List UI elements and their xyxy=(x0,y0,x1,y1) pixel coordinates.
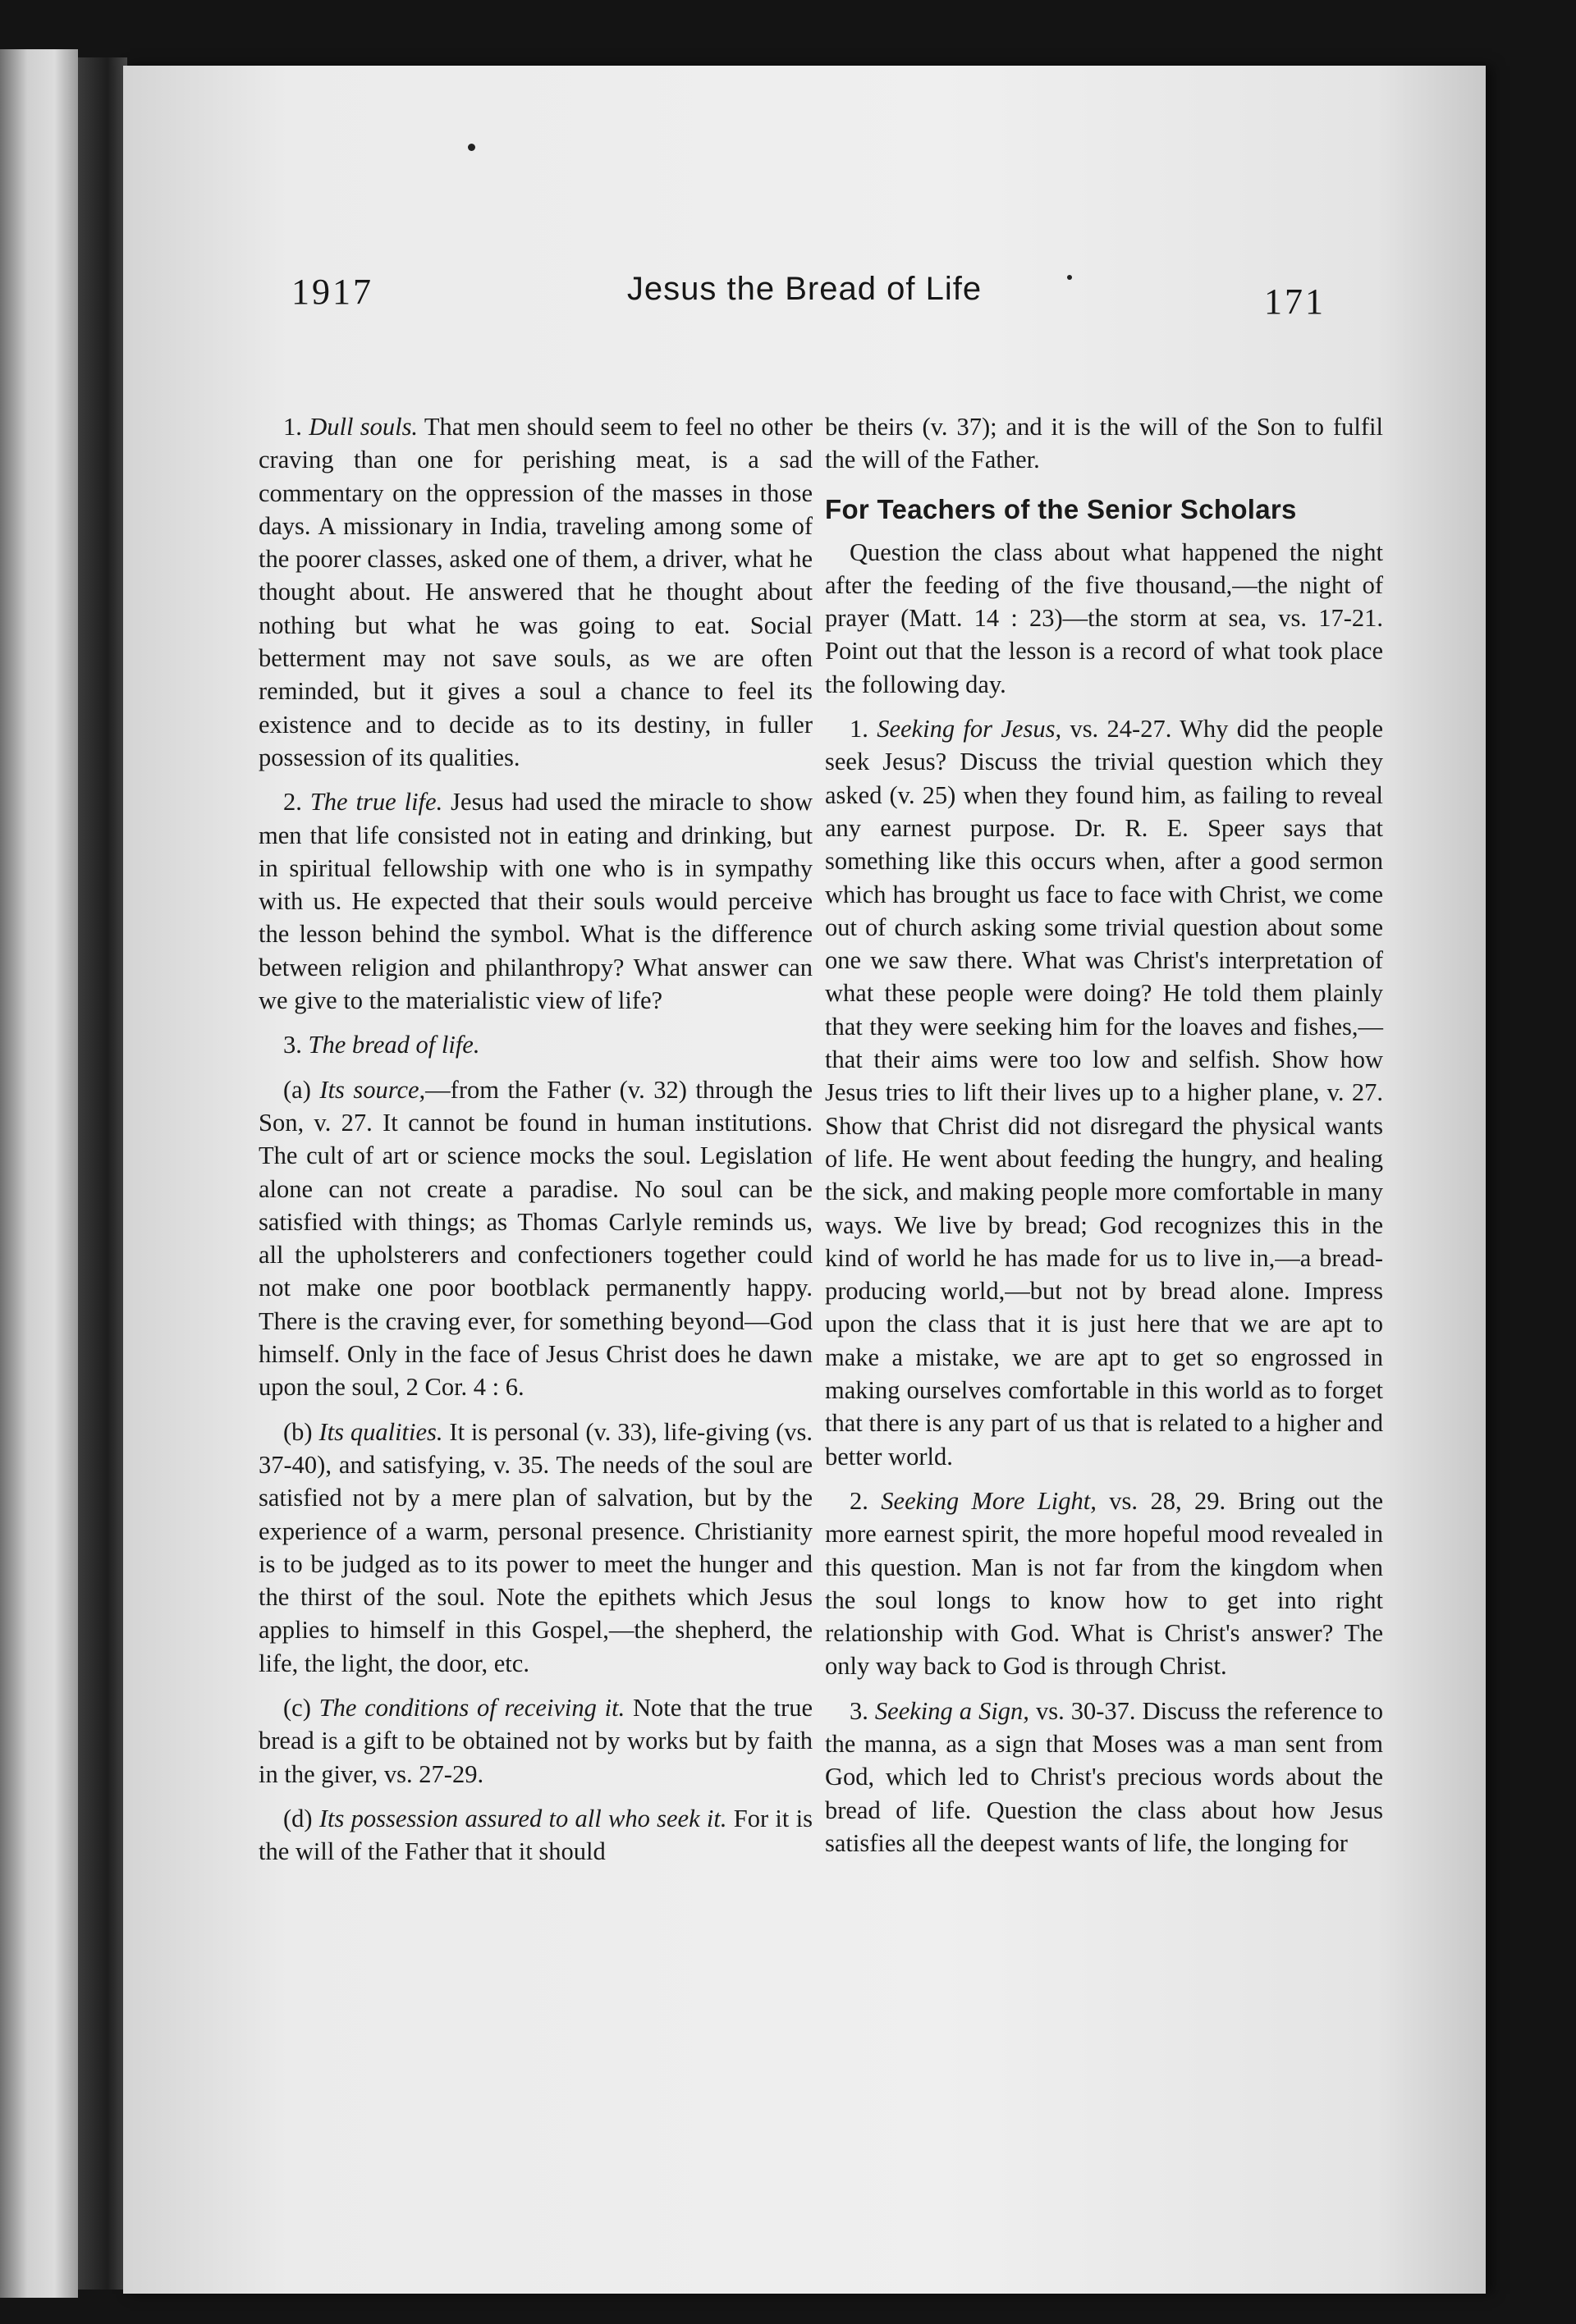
paragraph xyxy=(259,1028,813,1061)
ink-speck xyxy=(468,144,475,151)
paragraph-text: Note that the true bread is a gift to be obtained not by works but by faith in the giver, vs. 27-29. xyxy=(259,1693,813,1788)
page-number: 171 xyxy=(1264,281,1326,322)
running-header xyxy=(123,271,1486,336)
paragraph xyxy=(259,1416,813,1680)
paragraph xyxy=(259,785,813,1017)
paragraph-number: (a) xyxy=(283,1075,311,1104)
paragraph-lead: Its possession assured to all who seek it. xyxy=(318,1804,727,1832)
right-column xyxy=(825,410,1383,1871)
paragraph-lead: The bread of life. xyxy=(308,1031,480,1059)
paragraph-text: Jesus had used the miracle to show men that life consisted not in eating and drinking, but in spiritual fellowship with one who is in sympathy with us. He expected that their souls would perceive the lesson behind the symbol. What is the difference between religion and philanthropy? What answer can we give to the materialistic view of life? xyxy=(259,788,813,1015)
paragraph-text: Question the class about what happened the night after the feeding of the five thousand,—the night of prayer (Matt. 14 : 23)—the storm at sea, vs. 17-21. Point out that the lesson is a record of what took place the following day. xyxy=(825,538,1383,698)
paragraph-lead: Seeking More Light, xyxy=(881,1486,1097,1515)
paragraph-number: 1. xyxy=(850,715,868,743)
header-year: 1917 xyxy=(291,272,373,312)
paragraph xyxy=(825,712,1383,1473)
paragraph-number: (d) xyxy=(283,1804,313,1832)
paragraph xyxy=(259,410,813,774)
paragraph-lead: The true life. xyxy=(309,788,443,817)
paragraph-text: vs. 24-27. Why did the people seek Jesus? Discuss the trivial question which they asked (v. 25) when they found him, as failing to reveal any earnest purpose. Dr. R. E. Speer says that something like this occurs when, after a good sermon which has brought us face to face with Christ, we come out of church asking some trivial question about some one we saw there. What was Christ's interpretation of what these people were doing? He told them plainly that they were seeking him for the loaves and fishes,—that their aims were too low and selfish. Show how Jesus tries to lift their lives up to a higher plane, v. 27. Show that Christ did not disregard the physical wants of life. He went about feeding the hungry, and healing the sick, and making people more comfortable in many ways. We live by bread; God recognizes this in the kind of world he has made for us to live in,—a bread-producing world,—but not by bread alone. Impress upon the class that it is just here that we are apt to make a mistake, we are apt to get so engrossed in making ourselves comfortable in this world as to forget that there is any part of us that is related to a higher and better world. xyxy=(825,715,1384,1471)
left-page-edge xyxy=(0,49,78,2298)
paragraph-number: 3. xyxy=(850,1696,868,1725)
section-heading: For Teachers of the Senior Scholars xyxy=(825,493,1297,524)
paragraph-number: (c) xyxy=(283,1693,311,1722)
paragraph-text: That men should seem to feel no other craving than one for perishing meat, is a sad commentary on the oppression of the masses in those days. A missionary in India, traveling among some of the poorer classes, asked one of them, a driver, what he thought about. He answered that he thought about nothing but what he was going to eat. Social betterment may not save souls, as we are often reminded, but it gives a soul a chance to feel its existence and to decide as to its destiny, in fuller possession of its qualities. xyxy=(259,413,813,771)
paragraph-number: 1. xyxy=(283,413,302,441)
paragraph xyxy=(259,1802,813,1869)
paragraph-number: 2. xyxy=(283,788,302,817)
paragraph-number: 3. xyxy=(283,1031,302,1059)
left-column xyxy=(259,410,813,1879)
right-paragraphs xyxy=(825,536,1383,1860)
paragraph xyxy=(259,1073,813,1404)
paragraph xyxy=(825,1695,1383,1860)
paragraph-text: For it is the will of the Father that it should xyxy=(259,1804,813,1866)
paragraph-lead: Its source, xyxy=(319,1075,426,1104)
book-page xyxy=(123,66,1486,2294)
paragraph-lead: Seeking a Sign, xyxy=(874,1696,1029,1725)
header-title: Jesus the Bread of Life xyxy=(626,271,983,307)
paragraph xyxy=(825,536,1383,701)
book-gutter xyxy=(78,57,127,2290)
paragraph-text: vs. 28, 29. Bring out the more earnest spirit, the more hopeful mood revealed in this question. Man is not far from the kingdom when the soul longs to know how to get into right relationship with God. What is Christ's answer? The only way back to God is through Christ. xyxy=(825,1486,1383,1681)
paragraph-number: 2. xyxy=(850,1486,868,1515)
paragraph-lead: Dull souls. xyxy=(309,413,419,441)
paragraph-lead: The conditions of receiving it. xyxy=(318,1693,625,1722)
paragraph xyxy=(259,1691,813,1791)
paragraph-text: —from the Father (v. 32) through the Son, v. 27. It cannot be found in human institutions. The cult of art or science mocks the soul. Legislation alone can not create a paradise. No soul can be satisfied with things; as Thomas Carlyle reminds us, all the upholsterers and confectioners together could not make one poor bootblack permanently happy. There is the craving ever, for something beyond—God himself. Only in the face of Jesus Christ does he dawn upon the soul, 2 Cor. 4 : 6. xyxy=(259,1075,813,1402)
paragraph-text: It is personal (v. 33), life-giving (vs. 37-40), and satisfying, v. 35. The needs of the soul are satisfied not by a mere plan of salvation, but by the experience of a warm, personal presence. Christianity is to be judged as to its power to meet the hunger and the thirst of the soul. Note the epithets which Jesus applies to himself in this Gospel,—the shepherd, the life, the light, the door, etc. xyxy=(259,1417,813,1677)
paragraph-number: (b) xyxy=(283,1417,313,1446)
paragraph-lead: Its qualities. xyxy=(318,1417,443,1446)
paragraph xyxy=(825,1485,1383,1683)
continuation-paragraph: be theirs (v. 37); and it is the will of the Son to fulfil the will of the Father. xyxy=(825,413,1383,474)
paragraph-lead: Seeking for Jesus, xyxy=(877,715,1062,743)
paragraph-text: vs. 30-37. Discuss the reference to the manna, as a sign that Moses was a man sent from God, which led to Christ's precious words about the bread of life. Question the class about how Jesus satisfies all the deepest wants of life, the longing for xyxy=(825,1696,1383,1857)
